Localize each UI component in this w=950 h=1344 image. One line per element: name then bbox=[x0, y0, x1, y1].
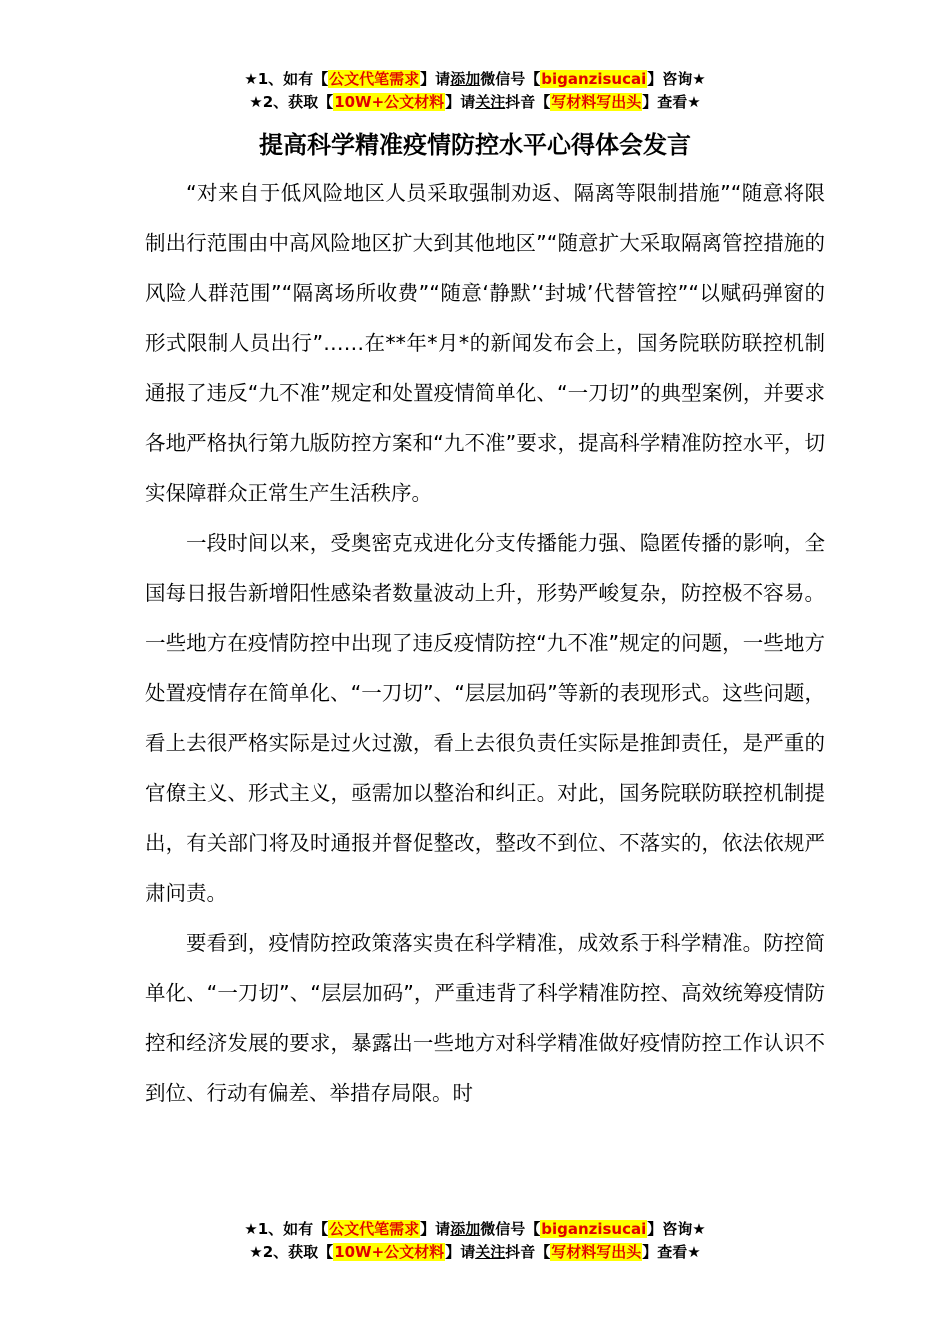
highlight-materials: 10W+公文材料 bbox=[334, 93, 445, 111]
highlight-service: 公文代笔需求 bbox=[329, 1220, 420, 1238]
highlight-wechat-id: biganzisucai bbox=[541, 1220, 647, 1238]
banner-line-2: ★2、获取【10W+公文材料】请关注抖音【写材料写出头】查看★ bbox=[249, 93, 701, 111]
banner-line-2: ★2、获取【10W+公文材料】请关注抖音【写材料写出头】查看★ bbox=[249, 1243, 701, 1261]
highlight-douyin: 写材料写出头 bbox=[551, 93, 642, 111]
footer-banner bbox=[0, 1218, 950, 1264]
highlight-service: 公文代笔需求 bbox=[329, 70, 420, 88]
banner-line-1: ★1、如有【公文代笔需求】请添加微信号【biganzisucai】咨询★ bbox=[244, 70, 706, 88]
highlight-materials: 10W+公文材料 bbox=[334, 1243, 445, 1261]
header-banner bbox=[0, 68, 950, 114]
paragraph: 一段时间以来，受奥密克戎进化分支传播能力强、隐匿传播的影响，全国每日报告新增阳性感染者数量波动上升，形势严峻复杂，防控极不容易。一些地方在疫情防控中出现了违反疫情防控“九不准”规定的问题，一些地方处置疫情存在简单化、“一刀切”、“层层加码”等新的表现形式。这些问题，看上去很严格实际是过火过激，看上去很负责任实际是推卸责任，是严重的官僚主义、形式主义，亟需加以整治和纠正。对此，国务院联防联控机制提出，有关部门将及时通报并督促整改，整改不到位、不落实的，依法依规严肃问责。 bbox=[145, 531, 825, 905]
document-title: 提高科学精准疫情防控水平心得体会发言 bbox=[259, 131, 691, 159]
banner-line-1: ★1、如有【公文代笔需求】请添加微信号【biganzisucai】咨询★ bbox=[244, 1220, 706, 1238]
document-body bbox=[145, 168, 825, 1118]
paragraph: 要看到，疫情防控政策落实贵在科学精准，成效系于科学精准。防控简单化、“一刀切”、“层层加码”，严重违背了科学精准防控、高效统筹疫情防控和经济发展的要求，暴露出一些地方对科学精准做好疫情防控工作认识不到位、行动有偏差、举措存局限。时 bbox=[145, 931, 825, 1105]
highlight-wechat-id: biganzisucai bbox=[541, 70, 647, 88]
highlight-douyin: 写材料写出头 bbox=[551, 1243, 642, 1261]
paragraph: “对来自于低风险地区人员采取强制劝返、隔离等限制措施”“随意将限制出行范围由中高风险地区扩大到其他地区”“随意扩大采取隔离管控措施的风险人群范围”“隔离场所收费”“随意‘静默’‘封城’代替管控”“以赋码弹窗的形式限制人员出行”……在**年*月*的新闻发布会上，国务院联防联控机制通报了违反“九不准”规定和处置疫情简单化、“一刀切”的典型案例，并要求各地严格执行第九版防控方案和“九不准”要求，提高科学精准防控水平，切实保障群众正常生产生活秩序。 bbox=[145, 181, 825, 505]
